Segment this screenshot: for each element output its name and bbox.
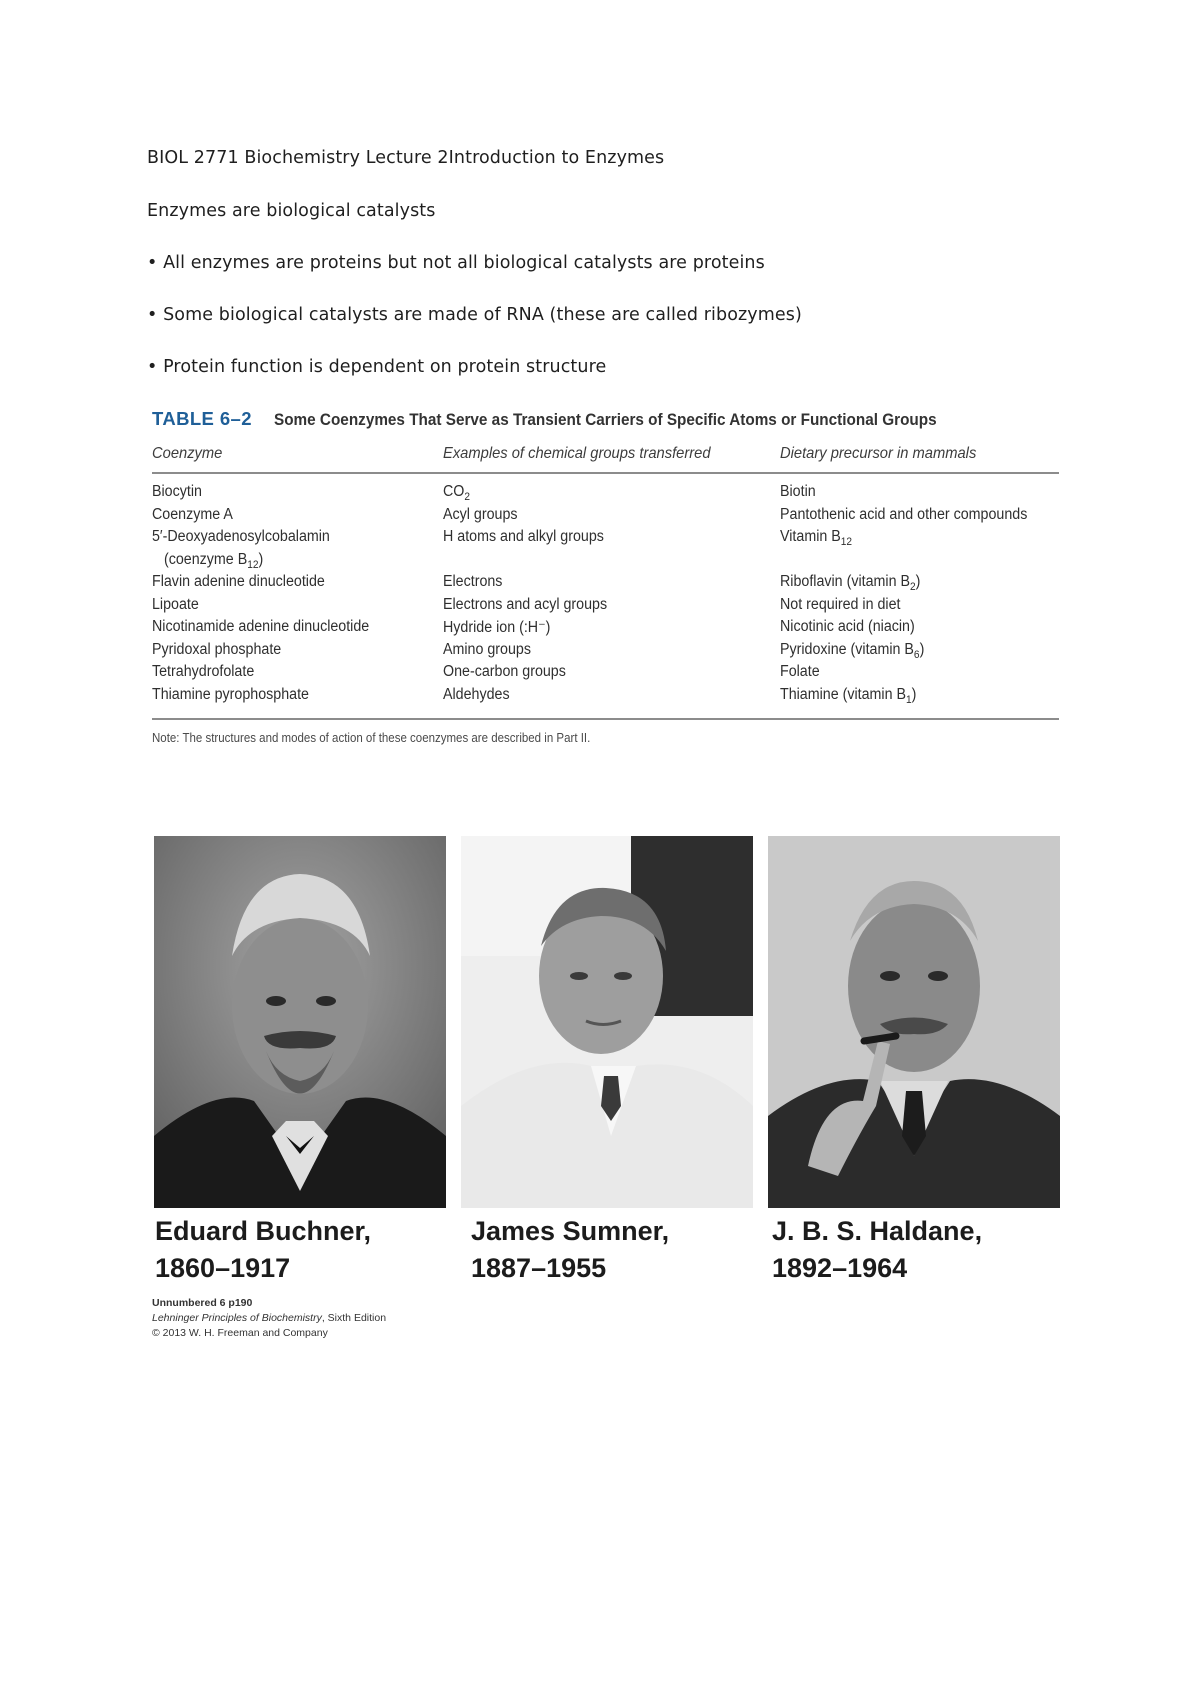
cell-coenzyme-continuation-text: (coenzyme B <box>164 550 248 568</box>
cell-precursor-subscript: 2 <box>909 581 916 594</box>
cell-groups-text: Hydride ion (:H⁻) <box>443 619 551 636</box>
table-row <box>152 618 1059 641</box>
cell-coenzyme <box>152 641 281 659</box>
cell-groups-subscript: 2 <box>464 491 471 504</box>
cell-coenzyme-text: Tetrahydrofolate <box>152 663 255 680</box>
column-header-precursor: Dietary precursor in mammals <box>780 445 977 462</box>
cell-coenzyme <box>152 506 233 524</box>
cell-precursor-subscript: 6 <box>913 648 920 661</box>
person-name: Eduard Buchner, <box>155 1216 372 1246</box>
cell-groups-text: Amino groups <box>443 640 531 658</box>
cell-coenzyme-continuation <box>164 551 263 571</box>
person-name: James Sumner, <box>471 1216 670 1246</box>
cell-groups <box>443 528 604 546</box>
document-subheading: Enzymes are biological catalysts <box>147 201 436 221</box>
column-header-groups: Examples of chemical groups transferred <box>443 445 711 462</box>
cell-groups <box>443 618 550 637</box>
cell-precursor <box>780 663 820 681</box>
table-number: TABLE 6–2 <box>152 408 252 429</box>
figure-credit <box>152 1296 386 1341</box>
table-row <box>152 641 1059 664</box>
cell-groups-text: Electrons <box>443 573 503 590</box>
table-row <box>152 663 1059 686</box>
cell-coenzyme <box>152 528 330 546</box>
cell-groups <box>443 596 607 614</box>
cell-groups-text: Aldehydes <box>443 685 510 703</box>
credit-copyright: © 2013 W. H. Freeman and Company <box>152 1327 328 1339</box>
photo-jbs-haldane <box>768 836 1060 1208</box>
cell-groups <box>443 483 470 503</box>
cell-coenzyme-text: Coenzyme A <box>152 505 233 523</box>
coenzyme-table <box>147 398 1061 748</box>
table-row <box>152 528 1059 551</box>
person-name: J. B. S. Haldane, <box>772 1216 983 1246</box>
table-note: Note: The structures and modes of action of these coenzymes are described in Part II. <box>152 731 591 745</box>
cell-groups <box>443 506 518 524</box>
cell-coenzyme <box>152 573 325 591</box>
cell-coenzyme-text: Pyridoxal phosphate <box>152 640 282 658</box>
cell-groups <box>443 573 502 591</box>
cell-coenzyme-text: Flavin adenine dinucleotide <box>152 573 325 590</box>
caption-buchner <box>155 1213 371 1287</box>
table-row <box>152 686 1059 709</box>
cell-precursor-subscript: 12 <box>840 536 853 549</box>
cell-precursor-text: Vitamin B <box>780 528 841 545</box>
table-body <box>152 483 1059 708</box>
table-row <box>152 483 1059 506</box>
bullet-item: • Protein function is dependent on protein structure <box>147 357 607 377</box>
table-row <box>152 506 1059 529</box>
cell-precursor <box>780 483 816 501</box>
cell-groups-text: One-carbon groups <box>443 663 566 680</box>
cell-precursor <box>780 596 900 614</box>
cell-precursor <box>780 686 916 706</box>
cell-groups-text: Electrons and acyl groups <box>443 595 608 613</box>
cell-precursor <box>780 618 915 636</box>
table-bottom-rule <box>152 718 1059 720</box>
bullet-item: • Some biological catalysts are made of RNA (these are called ribozymes) <box>147 305 802 325</box>
cell-precursor-tail: ) <box>915 573 921 590</box>
cell-coenzyme <box>152 686 309 704</box>
cell-coenzyme-text: 5′-Deoxyadenosylcobalamin <box>152 528 330 545</box>
table-title: Some Coenzymes That Serve as Transient Carriers of Specific Atoms or Functional Groups <box>273 410 937 429</box>
cell-groups-text: CO <box>443 483 465 500</box>
cell-precursor-text: Not required in diet <box>780 595 901 613</box>
table-header-rule <box>152 472 1059 474</box>
photo-eduard-buchner <box>154 836 446 1208</box>
caption-haldane <box>772 1213 982 1287</box>
cell-precursor-text: Riboflavin (vitamin B <box>780 573 910 590</box>
credit-book <box>152 1311 386 1326</box>
cell-groups-text: Acyl groups <box>443 505 518 523</box>
cell-precursor-text: Nicotinic acid (niacin) <box>780 618 915 635</box>
cell-coenzyme <box>152 663 254 681</box>
photo-james-sumner <box>461 836 753 1208</box>
cell-coenzyme <box>152 618 369 636</box>
cell-precursor-text: Folate <box>780 663 820 680</box>
cell-coenzyme-text: Lipoate <box>152 595 199 613</box>
cell-groups <box>443 641 531 659</box>
person-years: 1892–1964 <box>772 1253 908 1283</box>
table-row <box>152 596 1059 619</box>
cell-precursor-subscript: 1 <box>906 693 912 706</box>
cell-precursor <box>780 506 1027 524</box>
column-header-coenzyme: Coenzyme <box>152 445 223 462</box>
document-heading: BIOL 2771 Biochemistry Lecture 2Introduction to Enzymes <box>147 148 665 168</box>
cell-precursor-text: Pantothenic acid and other compounds <box>780 505 1028 523</box>
cell-precursor <box>780 573 920 593</box>
cell-groups <box>443 686 510 704</box>
cell-coenzyme <box>152 483 202 501</box>
cell-precursor <box>780 528 852 548</box>
cell-precursor-text: Thiamine (vitamin B <box>780 685 907 703</box>
credit-book-title: Lehninger Principles of Biochemistry <box>152 1312 322 1324</box>
cell-precursor <box>780 641 924 661</box>
bullet-item: • All enzymes are proteins but not all biological catalysts are proteins <box>147 253 765 273</box>
cell-precursor-tail: ) <box>919 640 925 658</box>
table-row-continuation <box>152 551 1059 574</box>
cell-groups <box>443 663 566 681</box>
credit-figure-id: Unnumbered 6 p190 <box>152 1297 253 1309</box>
cell-precursor-text: Biotin <box>780 483 816 500</box>
cell-coenzyme-text: Nicotinamide adenine dinucleotide <box>152 618 370 635</box>
table-header <box>152 408 1010 430</box>
cell-coenzyme-text: Thiamine pyrophosphate <box>152 685 309 703</box>
cell-groups-text: H atoms and alkyl groups <box>443 528 604 545</box>
cell-precursor-text: Pyridoxine (vitamin B <box>780 640 914 658</box>
cell-coenzyme-continuation-tail: ) <box>258 550 264 568</box>
cell-coenzyme <box>152 596 199 614</box>
cell-coenzyme-continuation-subscript: 12 <box>247 558 259 571</box>
credit-edition: , Sixth Edition <box>321 1312 387 1324</box>
cell-precursor-tail: ) <box>911 685 917 703</box>
cell-coenzyme-text: Biocytin <box>152 483 202 500</box>
table-row <box>152 573 1059 596</box>
person-years: 1887–1955 <box>471 1253 607 1283</box>
caption-sumner <box>471 1213 669 1287</box>
person-years: 1860–1917 <box>155 1253 291 1283</box>
